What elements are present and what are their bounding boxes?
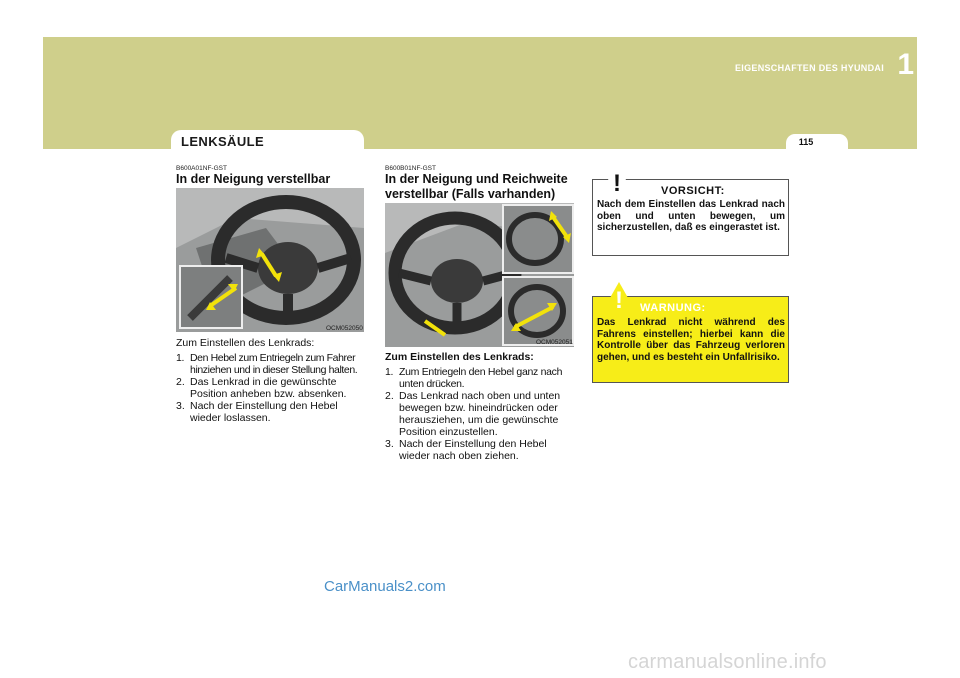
chapter-title: EIGENSCHAFTEN DES HYUNDAI [734,63,884,73]
instruction-list [176,352,364,424]
subsection-heading-line1: In der Neigung und Reichweite [385,172,568,186]
page-number: 115 [798,137,814,147]
list-item: 1. Zum Entriegeln den Hebel ganz nach unten drücken. [385,366,563,390]
instruction-intro: Zum Einstellen des Lenkrads: [176,337,315,349]
section-title: LENKSÄULE [181,134,265,149]
subsection-heading: In der Neigung verstellbar [176,172,331,186]
instruction-list [385,366,574,462]
steering-tilt-telescope-photo [385,203,574,347]
warning-title: WARNUNG: [640,302,706,314]
list-item: 1. Den Hebel zum Entriegeln zum Fahrer hinziehen und in dieser Stellung halten. [176,352,358,376]
warning-triangle-icon [601,281,637,313]
list-item: 2. Das Lenkrad in die gewünschte Position anheben bzw. absenken. [176,376,347,400]
watermark-carmanualsonline: carmanualsonline.info [628,651,827,673]
list-item: 3. Nach der Einstellung den Hebel wieder nach oben ziehen. [385,438,547,462]
caution-box [592,170,789,256]
chapter-number: 1 [897,48,914,81]
subsection-heading-line2: verstellbar (Falls varhanden) [385,187,556,201]
warning-box [592,287,789,383]
steering-wheel-illustration [385,203,574,347]
caution-title: VORSICHT: [661,185,725,197]
warning-text: Das Lenkrad nicht während des Fahrens einstellen; hierbei kann die Kontrolle über das Fahrzeug verloren gehen, und es besteht ein Unfallrisiko. [597,317,785,363]
warning-triangle-icon [599,164,635,196]
watermark-carmanuals2: CarManuals2.com [324,578,446,595]
instruction-intro: Zum Einstellen des Lenkrads: [385,351,534,363]
image-code: OCM052051 [536,339,573,346]
list-item: 3. Nach der Einstellung den Hebel wieder loslassen. [176,400,338,424]
steering-wheel-illustration [176,188,364,332]
section-code: B600B01NF-GST [385,165,436,172]
steering-tilt-photo [176,188,364,332]
list-item: 2. Das Lenkrad nach oben und unten bewegen bzw. hineindrücken oder herausziehen, um die gewünschte Position einzustellen. [385,390,561,438]
svg-text:!: ! [615,287,623,313]
caution-text: Nach dem Einstellen das Lenkrad nach oben und unten bewegen, um sicherzustellen, daß es eingerastet ist. [597,199,785,233]
svg-text:!: ! [613,170,621,196]
image-code: OCM052050 [326,325,363,332]
section-code: B600A01NF-GST [176,165,227,172]
